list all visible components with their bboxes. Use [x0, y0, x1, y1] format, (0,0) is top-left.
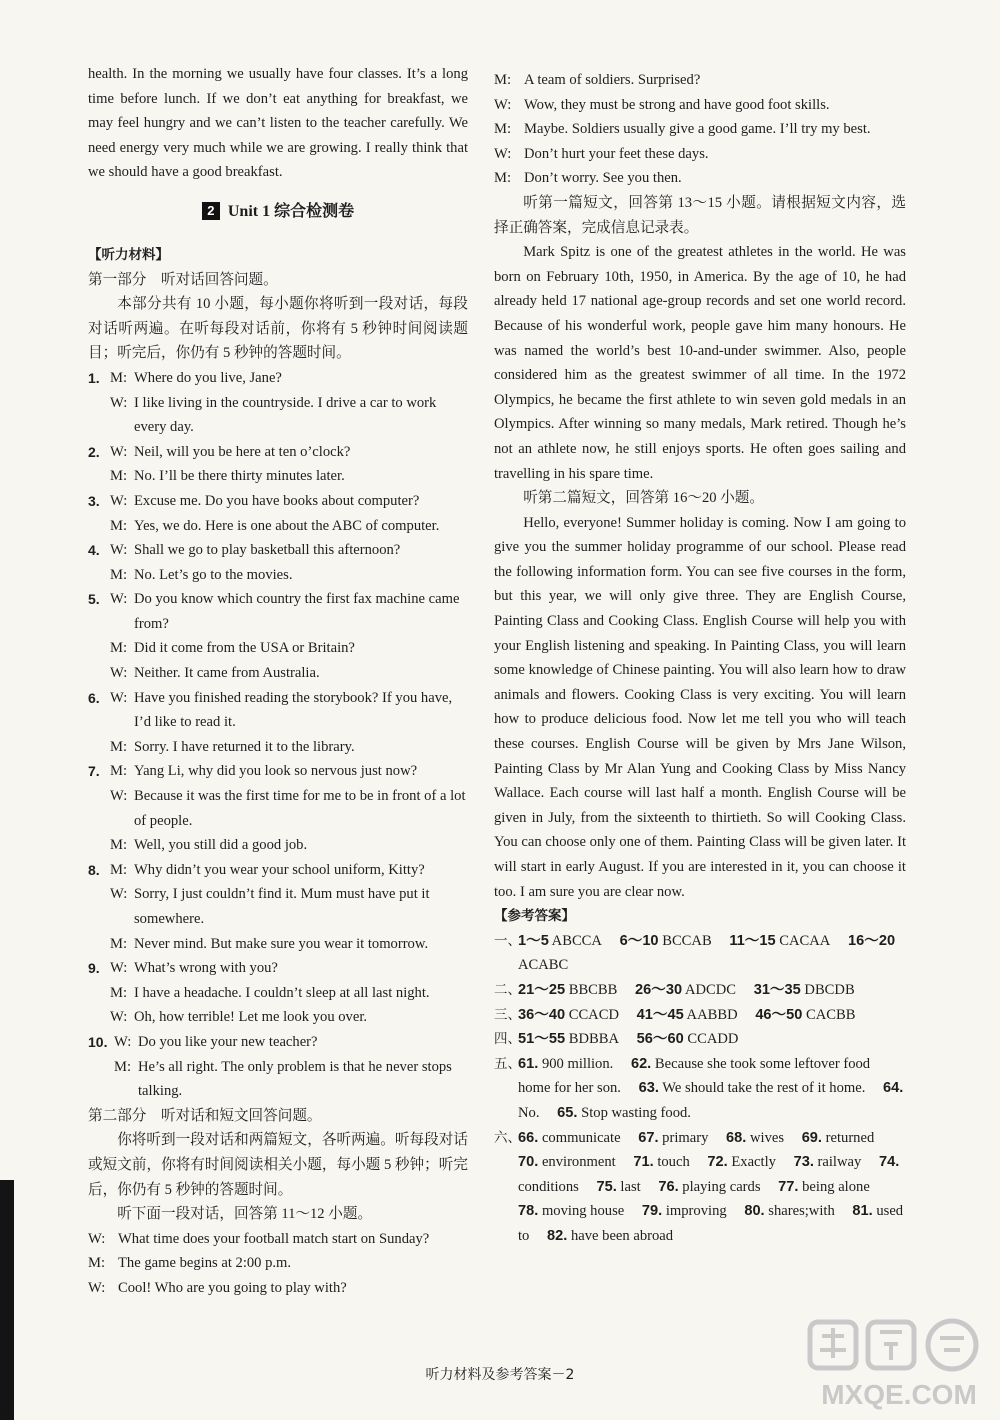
- dialog-line: Shall we go to play basketball this afternoon?: [134, 542, 401, 559]
- answer-value: touch: [653, 1154, 690, 1171]
- speaker: M:: [110, 935, 128, 952]
- answer-section-label: 六、: [494, 1129, 521, 1146]
- answer-item: [638, 1130, 708, 1146]
- answer-value: CCACD: [565, 1006, 619, 1023]
- dialog-line: Cool! Who are you going to play with?: [118, 1279, 347, 1296]
- dialog-line-row: [88, 1227, 468, 1252]
- answer-item: [633, 1154, 689, 1170]
- answer-item: [726, 1130, 784, 1146]
- question-6: [88, 686, 468, 760]
- answer-item: [518, 1130, 621, 1146]
- question-number: 3.: [88, 492, 100, 509]
- answer-value: last: [616, 1178, 641, 1195]
- dialog-line: No. Let’s go to the movies.: [134, 566, 293, 583]
- answer-section-label: 一、: [494, 932, 521, 949]
- answer-value: DBCDB: [800, 981, 855, 998]
- answer-value: CCADD: [683, 1031, 739, 1048]
- speaker: W:: [110, 443, 128, 460]
- answer-item: [794, 1154, 862, 1170]
- part1-instructions: 本部分共有 10 小题，每小题你将听到一段对话，每段对话听两遍。在听每段对话前，你将有 5 秒钟时间阅读题目；听完后，你仍有 5 秒钟的答题时间。: [88, 296, 468, 362]
- listening-header: 【听力材料】: [88, 246, 169, 263]
- question-4: [88, 538, 468, 587]
- answer-item: [635, 982, 736, 998]
- page-footer: 听力材料及参考答案－2: [425, 1367, 575, 1383]
- answer-value: used to: [518, 1203, 904, 1244]
- dialog-line-row: [494, 68, 906, 93]
- answer-item: [729, 933, 830, 949]
- answer-item: [518, 1203, 624, 1219]
- speaker: W:: [110, 689, 128, 706]
- dialog-line: I like living in the countryside. I drive a car to work every day.: [134, 394, 437, 436]
- answers-header: 【参考答案】: [494, 908, 575, 925]
- speaker: M:: [494, 72, 512, 88]
- answer-section-items: [518, 1027, 906, 1052]
- answer-section-label: 二、: [494, 981, 521, 998]
- speaker: W:: [110, 394, 128, 411]
- answer-value: 900 million.: [538, 1055, 614, 1072]
- answer-item: [620, 933, 712, 949]
- answer-section-label: 三、: [494, 1006, 521, 1023]
- speaker: W:: [110, 788, 128, 805]
- question-8: [88, 858, 468, 956]
- answer-item: [744, 1203, 834, 1219]
- answer-item: [637, 1007, 738, 1023]
- dialog-line: Wow, they must be strong and have good foot skills.: [524, 96, 830, 113]
- dialog-line: Don’t hurt your feet these days.: [524, 145, 709, 162]
- answer-value: BCCAB: [658, 932, 712, 949]
- answer-value: moving house: [538, 1203, 625, 1220]
- speaker: M:: [110, 369, 128, 386]
- dialog-line: A team of soldiers. Surprised?: [524, 72, 701, 88]
- answer-number: 80.: [744, 1203, 765, 1220]
- answer-item: [547, 1228, 673, 1244]
- question-number: 10.: [88, 1033, 108, 1050]
- part1-title: 第一部分 听对话回答问题。: [88, 271, 278, 288]
- answer-value: ACABC: [518, 957, 569, 974]
- answer-value: playing cards: [678, 1178, 761, 1195]
- answer-value: being alone: [798, 1178, 870, 1195]
- answer-section: [494, 1027, 906, 1052]
- answer-key: [494, 929, 906, 1249]
- answer-number: 11～15: [729, 932, 776, 949]
- dialog-line: Well, you still did a good job.: [134, 837, 308, 854]
- answer-value: environment: [538, 1154, 616, 1171]
- dialog-line: Where do you live, Jane?: [134, 369, 282, 386]
- question-number: 9.: [88, 960, 100, 977]
- answer-value: communicate: [538, 1129, 621, 1146]
- answer-section-items: [518, 1003, 906, 1028]
- question-5: [88, 587, 468, 685]
- answer-section-items: [518, 1052, 906, 1126]
- answer-number: 46～50: [755, 1006, 803, 1023]
- answer-value: primary: [658, 1129, 709, 1146]
- speaker: M:: [110, 640, 128, 657]
- answer-value: CACBB: [802, 1006, 856, 1023]
- speaker: M:: [110, 984, 128, 1001]
- answer-number: 1～5: [518, 932, 549, 949]
- speaker: W:: [110, 886, 128, 903]
- answer-value: have been abroad: [567, 1227, 674, 1244]
- part2-instructions: 你将听到一段对话和两篇短文，各听两遍。听每段对话或短文前，你将有时间阅读相关小题，每小题 5 秒钟；听完后，你仍有 5 秒钟的答题时间。: [88, 1132, 468, 1198]
- answer-item: [518, 1056, 613, 1072]
- answer-value: BDBBA: [565, 1031, 619, 1048]
- answer-number: 21～25: [518, 981, 566, 998]
- dialog-line: Why didn’t you wear your school uniform, Kitty?: [134, 861, 425, 878]
- answer-number: 71.: [633, 1154, 654, 1171]
- answer-item: [778, 1179, 870, 1195]
- question-number: 5.: [88, 591, 100, 608]
- dialog-line: Excuse me. Do you have books about computer?: [134, 492, 420, 509]
- speaker: M:: [110, 763, 128, 780]
- dialog-line: Neither. It came from Australia.: [134, 665, 320, 682]
- speaker: M:: [110, 566, 128, 583]
- question-number: 4.: [88, 542, 100, 559]
- dialog-line: Never mind. But make sure you wear it tomorrow.: [134, 935, 429, 952]
- answer-number: 70.: [518, 1154, 539, 1171]
- dialog-line: Yang Li, why did you look so nervous just now?: [134, 763, 418, 780]
- answer-number: 31～35: [753, 981, 801, 998]
- answer-value: returned: [821, 1129, 875, 1146]
- answer-number: 63.: [638, 1080, 659, 1097]
- dialog-line: No. I’ll be there thirty minutes later.: [134, 468, 345, 485]
- answer-item: [637, 1031, 739, 1047]
- answer-number: 65.: [557, 1104, 578, 1121]
- answer-item: [518, 982, 617, 998]
- dialog-line: What’s wrong with you?: [134, 960, 278, 977]
- answer-value: improving: [662, 1203, 727, 1220]
- dialog-line-row: [494, 117, 906, 142]
- speaker: W:: [110, 542, 128, 559]
- page-binding-edge: [0, 1180, 14, 1420]
- dialog-line-row: [494, 93, 906, 118]
- answer-number: 77.: [778, 1178, 799, 1195]
- question-1: [88, 366, 468, 440]
- answer-number: 51～55: [518, 1031, 566, 1048]
- answer-number: 69.: [801, 1129, 822, 1146]
- answer-number: 67.: [638, 1129, 659, 1146]
- question-number: 1.: [88, 369, 100, 386]
- answer-item: [518, 1007, 619, 1023]
- dialog-line: Because it was the first time for me to be in front of a lot of people.: [134, 788, 466, 829]
- dialog-line: Neil, will you be here at ten o’clock?: [134, 443, 351, 460]
- question-9: [88, 956, 468, 1030]
- left-column: [88, 62, 468, 1301]
- answer-value: We should take the rest of it home.: [658, 1080, 866, 1097]
- answer-number: 41～45: [636, 1006, 684, 1023]
- speaker: M:: [88, 1255, 106, 1272]
- dialog-line: Don’t worry. See you then.: [524, 170, 682, 187]
- answer-number: 75.: [596, 1178, 617, 1195]
- answer-value: conditions: [518, 1178, 579, 1195]
- dialog-line: What time does your football match start on Sunday?: [118, 1230, 430, 1247]
- speaker: W:: [110, 492, 128, 509]
- answer-item: [518, 933, 602, 949]
- part2-title: 第二部分 听对话和短文回答问题。: [88, 1107, 322, 1124]
- answer-item: [596, 1179, 640, 1195]
- answer-section-label: 五、: [494, 1055, 521, 1072]
- dialog-intro: 听下面一段对话，回答第 11～12 小题。: [117, 1206, 373, 1223]
- answer-section: [494, 978, 906, 1003]
- speaker: W:: [110, 1009, 128, 1026]
- dialog-line: Did it come from the USA or Britain?: [134, 640, 355, 657]
- answer-number: 73.: [793, 1154, 814, 1171]
- answer-number: 76.: [658, 1178, 679, 1195]
- svg-text:MXQE.COM: MXQE.COM: [821, 1379, 977, 1410]
- answer-section: [494, 1126, 906, 1249]
- dialog-line: Sorry, I just couldn’t find it. Mum must have put it somewhere.: [134, 886, 430, 927]
- question-number: 2.: [88, 443, 100, 460]
- question-7: [88, 759, 468, 857]
- answer-section: [494, 1003, 906, 1028]
- answer-item: [754, 982, 855, 998]
- speaker: W:: [494, 145, 512, 162]
- answer-item: [658, 1179, 760, 1195]
- answer-number: 79.: [641, 1203, 663, 1220]
- answer-value: Because she took some leftover food home for her son.: [518, 1055, 871, 1097]
- answer-value: Stop wasting food.: [577, 1104, 691, 1121]
- answer-number: 78.: [518, 1203, 539, 1220]
- speaker: W:: [110, 960, 128, 977]
- answer-number: 68.: [726, 1129, 747, 1146]
- answer-value: BBCBB: [565, 981, 618, 998]
- answer-value: AABBD: [683, 1006, 738, 1023]
- dialog-line: Yes, we do. Here is one about the ABC of computer.: [134, 517, 440, 534]
- answer-value: ADCDC: [682, 981, 737, 998]
- answer-number: 16～20: [848, 932, 896, 949]
- intro-paragraph: health. In the morning we usually have four classes. It’s a long time before lunch. If we don’t eat anything for breakfast, we may feel hungry and we can’t listen to the teacher carefully. We need energy very much while we are growing. I really think that we should have a good breakfast.: [88, 66, 468, 181]
- passage2-text: Hello, everyone! Summer holiday is coming. Now I am going to give you the summer holiday programme of our school. Please read the following information form. You can see five courses in the form, but this year, we will only give three. They are English Course, Painting Class and Cooking Class. English Course will help you with your English listening and speaking. In Painting Class, you will learn some knowledge of Chinese painting. You will also learn how to draw animals and flowers. Cooking Class is very exciting. You will learn how to produce delicious food. Now let me tell you who will teach these courses. English Course will be given by Mrs Jane Wilson, Painting Class by Mr Alan Yung and Cooking Class by Miss Nancy Wallace. Each course will last half a month. English Course will be given in July, from the sixteenth to thirtieth. So will Cooking Class. You can choose only one of them. Painting Class will be given later. It will start in early August. If you are interested in it, you can choose it too. I am sure you are clear now.: [494, 514, 906, 900]
- answer-section-items: [518, 978, 906, 1003]
- question-number: 6.: [88, 689, 100, 706]
- answer-value: ABCCA: [548, 932, 602, 949]
- dialog-line: Have you finished reading the storybook? If you have, I’d like to read it.: [134, 689, 453, 731]
- unit-title: Unit 1 综合检测卷: [227, 202, 355, 220]
- answer-value: CACAA: [775, 932, 831, 949]
- dialog-line: He’s all right. The only problem is that he never stops talking.: [138, 1058, 452, 1100]
- answer-section-items: [518, 929, 906, 978]
- question-number: 7.: [88, 763, 100, 780]
- answer-number: 72.: [707, 1154, 728, 1171]
- speaker: W:: [114, 1033, 132, 1050]
- unit-number-badge: 2: [202, 202, 220, 220]
- answer-number: 62.: [630, 1055, 652, 1072]
- dialog-line-row: [88, 1276, 468, 1301]
- question-10: [88, 1030, 468, 1104]
- speaker: M:: [110, 517, 128, 534]
- question-number: 8.: [88, 861, 100, 878]
- speaker: W:: [110, 665, 128, 682]
- answer-value: No.: [518, 1104, 540, 1121]
- answer-item: [557, 1105, 691, 1121]
- answer-item: [802, 1130, 875, 1146]
- dialog-line-row: [494, 166, 906, 191]
- answer-item: [707, 1154, 776, 1170]
- answer-section-items: [518, 1126, 906, 1249]
- answer-number: 66.: [518, 1129, 539, 1146]
- speaker: M:: [114, 1058, 132, 1075]
- answer-number: 74.: [878, 1154, 900, 1171]
- speaker: M:: [110, 468, 128, 485]
- answer-value: railway: [813, 1154, 862, 1171]
- speaker: M:: [494, 121, 512, 138]
- answer-number: 36～40: [518, 1006, 566, 1023]
- answer-number: 81.: [852, 1203, 873, 1220]
- dialog-line: Oh, how terrible! Let me look you over.: [134, 1009, 368, 1026]
- speaker: M:: [110, 738, 128, 755]
- dialog-line: The game begins at 2:00 p.m.: [118, 1255, 292, 1272]
- dialog-line: Do you know which country the first fax machine came from?: [134, 591, 460, 632]
- answer-value: Exactly: [727, 1154, 776, 1171]
- dialog-line: Sorry. I have returned it to the library.: [134, 738, 355, 755]
- passage2-intro: 听第二篇短文，回答第 16～20 小题。: [523, 490, 764, 507]
- question-2: [88, 440, 468, 489]
- section-title: [88, 199, 468, 225]
- passage1-text: Mark Spitz is one of the greatest athletes in the world. He was born on February 10th, 1950, in America. By the age of 10, he had already held 17 national age-group records and set one world record. Because of his wonderful work, people gave him many honours. He was named the world’s best 10-and-under swimmer. Also, people considered him as the greatest swimmer of all time. In the 1972 Olympics, he became the first athlete to win seven gold medals in an Olympics. After winning so many medals, Mark retired. Though he’s not an athlete now, he still enjoys sports. He often goes sailing and travelling in his spare time.: [494, 244, 906, 482]
- speaker: W:: [494, 96, 512, 113]
- speaker: W:: [88, 1279, 106, 1296]
- answer-number: 26～30: [635, 981, 683, 998]
- answer-section-label: 四、: [494, 1031, 521, 1048]
- dialog-line: Do you like your new teacher?: [138, 1033, 318, 1050]
- answer-item: [518, 1031, 619, 1047]
- dialog-line-row: [88, 1251, 468, 1276]
- dialog-line-row: [494, 142, 906, 167]
- answer-item: [642, 1203, 727, 1219]
- answer-number: 61.: [518, 1055, 539, 1072]
- answer-value: wives: [746, 1129, 785, 1146]
- dialog-line: I have a headache. I couldn’t sleep at all last night.: [134, 984, 430, 1001]
- answer-number: 64.: [883, 1080, 904, 1097]
- answer-item: [518, 1154, 616, 1170]
- speaker: W:: [110, 591, 128, 608]
- speaker: W:: [88, 1230, 106, 1247]
- answer-number: 56～60: [636, 1031, 684, 1048]
- speaker: M:: [494, 170, 512, 187]
- answer-section: [494, 929, 906, 978]
- passage1-intro: 听第一篇短文，回答第 13～15 小题。请根据短文内容，选择正确答案，完成信息记录表。: [494, 194, 906, 236]
- answer-item: [639, 1080, 866, 1096]
- dialog-line: Maybe. Soldiers usually give a good game. I’ll try my best.: [524, 121, 871, 138]
- answer-item: [755, 1007, 855, 1023]
- speaker: M:: [110, 861, 128, 878]
- answer-value: shares;with: [764, 1203, 835, 1220]
- right-column: [494, 68, 906, 1249]
- answer-section: [494, 1052, 906, 1126]
- answer-number: 6～10: [619, 932, 659, 949]
- question-3: [88, 489, 468, 538]
- answer-number: 82.: [547, 1227, 568, 1244]
- speaker: M:: [110, 837, 128, 854]
- watermark-logo: [804, 1318, 994, 1414]
